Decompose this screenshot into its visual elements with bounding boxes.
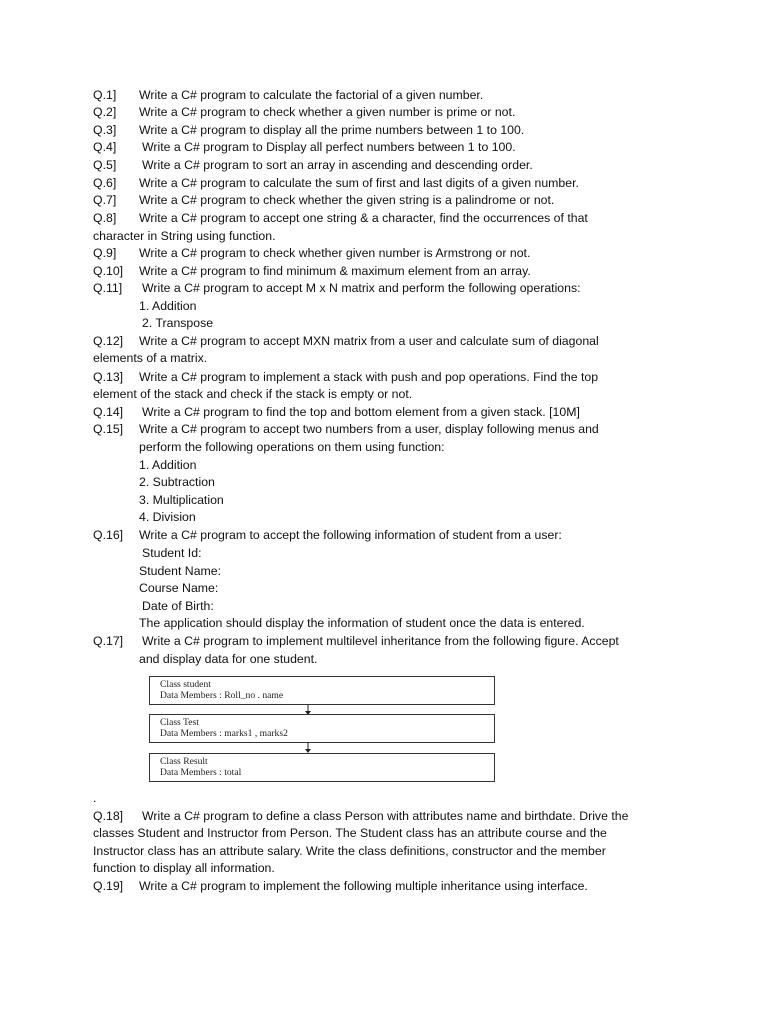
question-continuation: function to display all information. [93, 861, 275, 875]
question-number: Q.7] [93, 193, 117, 207]
question-text: Write a C# program to find the top and bottom element from a given stack. [10M] [142, 405, 580, 419]
stray-dot: . [93, 791, 97, 805]
list-item: 2. Transpose [142, 316, 214, 330]
question-number: Q.5] [93, 158, 117, 172]
question-text: Write a C# program to implement a stack with push and pop operations. Find the top [139, 370, 599, 384]
question-number: Q.11] [93, 281, 123, 295]
question-text: Write a C# program to check whether a given number is prime or not. [139, 105, 516, 119]
question-number: Q.10] [93, 264, 124, 278]
question-number: Q.3] [93, 123, 117, 137]
class-members: Data Members : marks1 , marks2 [160, 728, 288, 739]
question-text: Write a C# program to accept MXN matrix from a user and calculate sum of diagonal [139, 334, 599, 348]
question-text: Write a C# program to sort an array in ascending and descending order. [142, 158, 533, 172]
question-text: Write a C# program to Display all perfect numbers between 1 to 100. [142, 140, 516, 154]
class-box-result [149, 753, 495, 782]
question-text: Write a C# program to accept one string & a character, find the occurrences of that [139, 211, 588, 225]
question-text: Write a C# program to display all the prime numbers between 1 to 100. [139, 123, 525, 137]
question-text: Write a C# program to accept two numbers from a user, display following menus and [139, 422, 599, 436]
question-number: Q.17] [93, 634, 124, 648]
question-number: Q.12] [93, 334, 124, 348]
class-box-student [149, 676, 495, 705]
question-text: Write a C# program to implement the following multiple inheritance using interface. [139, 879, 588, 893]
question-text: Write a C# program to check whether the given string is a palindrome or not. [139, 193, 555, 207]
class-members: Data Members : total [160, 767, 242, 778]
question-text: Write a C# program to find minimum & maximum element from an array. [139, 264, 531, 278]
list-item: Student Id: [142, 546, 202, 560]
list-item: 1. Addition [139, 299, 197, 313]
question-number: Q.13] [93, 370, 124, 384]
list-item: Course Name: [139, 581, 219, 595]
class-title: Class Result [160, 756, 208, 767]
question-continuation: classes Student and Instructor from Person. The Student class has an attribute course and the [93, 826, 607, 840]
question-text: Write a C# program to implement multilevel inheritance from the following figure. Accept [142, 634, 619, 648]
question-number: Q.14] [93, 405, 124, 419]
question-number: Q.1] [93, 88, 117, 102]
list-item: 2. Subtraction [139, 475, 215, 489]
list-item: 4. Division [139, 510, 196, 524]
question-number: Q.9] [93, 246, 117, 260]
list-item: Student Name: [139, 564, 222, 578]
question-continuation: elements of a matrix. [93, 351, 208, 365]
question-continuation: Instructor class has an attribute salary. Write the class definitions, constructor and the member [93, 844, 606, 858]
question-number: Q.8] [93, 211, 117, 225]
question-number: Q.19] [93, 879, 124, 893]
question-text: Write a C# program to check whether given number is Armstrong or not. [139, 246, 531, 260]
question-text: Write a C# program to calculate the factorial of a given number. [139, 88, 484, 102]
question-continuation: perform the following operations on them using function: [139, 440, 445, 454]
class-members: Data Members : Roll_no . name [160, 690, 284, 701]
list-item: Date of Birth: [142, 599, 214, 613]
list-item: 1. Addition [139, 458, 197, 472]
class-box-test [149, 714, 495, 743]
question-text: Write a C# program to define a class Person with attributes name and birthdate. Drive the [142, 809, 629, 823]
inheritance-diagram [149, 676, 495, 784]
question-text: Write a C# program to calculate the sum of first and last digits of a given number. [139, 176, 579, 190]
question-continuation: and display data for one student. [139, 652, 318, 666]
question-number: Q.4] [93, 140, 117, 154]
question-text: Write a C# program to accept the following information of student from a user: [139, 528, 562, 542]
question-number: Q.15] [93, 422, 124, 436]
question-continuation: character in String using function. [93, 229, 276, 243]
question-number: Q.16] [93, 528, 124, 542]
class-title: Class student [160, 679, 211, 690]
question-number: Q.18] [93, 809, 124, 823]
question-number: Q.2] [93, 105, 117, 119]
question-continuation: The application should display the information of student once the data is entered. [139, 616, 585, 630]
class-title: Class Test [160, 717, 199, 728]
question-continuation: element of the stack and check if the stack is empty or not. [93, 387, 413, 401]
question-text: Write a C# program to accept M x N matrix and perform the following operations: [142, 281, 581, 295]
question-number: Q.6] [93, 176, 117, 190]
list-item: 3. Multiplication [139, 493, 224, 507]
